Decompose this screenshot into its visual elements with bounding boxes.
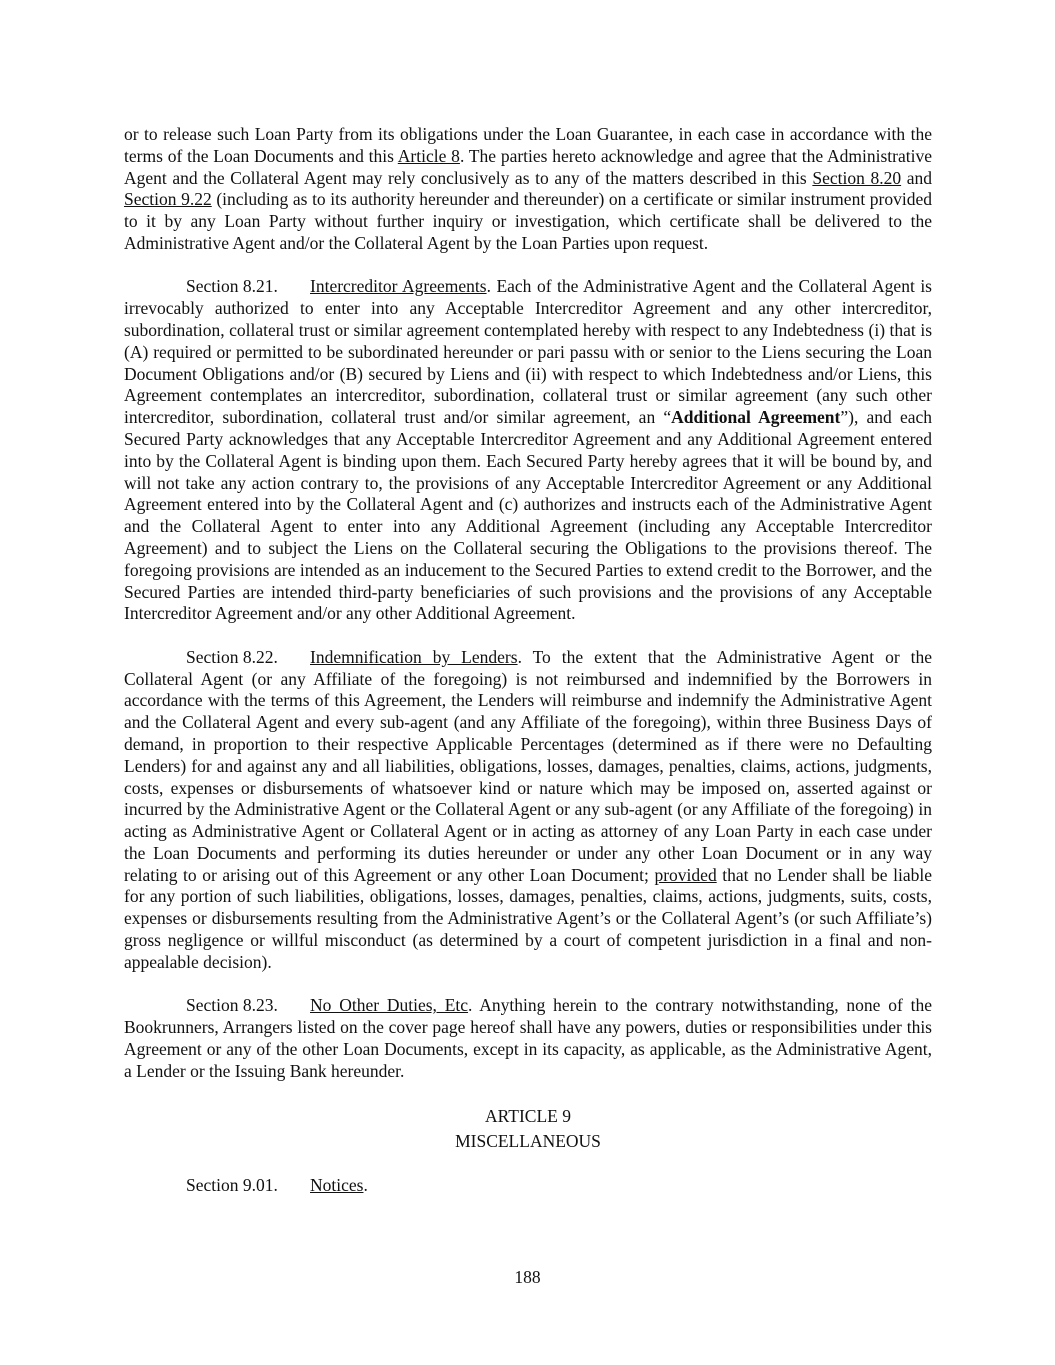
- document-page: [124, 124, 932, 1197]
- section-number: Section 8.22.: [186, 646, 278, 667]
- section-heading: Indemnification by Lenders: [310, 646, 518, 667]
- section-8-21-paragraph: Section 8.21. Intercreditor Agreements. Each of the Administrative Agent and the Collateral Agent is irrevocably authorized to enter into any Acceptable Intercreditor Agreement and any other intercreditor, subordination, collateral trust or similar agreement contemplated hereby with respect to any Indebtedness (i) that is (A) required or permitted to be subordinated hereunder or pari passu with or senior to the Liens securing the Loan Document Obligations and/or (B) secured by Liens and (ii) with respect to which Indebtedness and/or Liens, this Agreement contemplates an intercreditor, subordination, collateral trust or similar agreement (any such other intercreditor, subordination, collateral trust and/or similar agreement, an “Additional Agreement”), and each Secured Party acknowledges that any Acceptable Intercreditor Agreement and any Additional Agreement entered into by the Collateral Agent is binding upon them. Each Secured Party hereby agrees that it will be bound by, and will not take any action contrary to, the provisions of any Acceptable Intercreditor Agreement or any Additional Agreement entered into by the Collateral Agent and (c) authorizes and instructs each of the Administrative Agent and the Collateral Agent to enter into any Additional Agreement (including any Acceptable Intercreditor Agreement) and to subject the Liens on the Collateral securing the Obligations to the provisions thereof. The foregoing provisions are intended as an inducement to the Secured Parties to extend credit to the Borrower, and the Secured Parties are intended third-party beneficiaries of such provisions and the provisions of any Acceptable Intercreditor Agreement and/or any other Additional Agreement.: [124, 276, 932, 624]
- continuation-paragraph: or to release such Loan Party from its obligations under the Loan Guarantee, in each case in accordance with the terms of the Loan Documents and this Article 8. The parties hereto acknowledge and agree that the Administrative Agent and the Collateral Agent may rely conclusively as to any of the matters described in this Section 8.20 and Section 9.22 (including as to its authority hereunder and thereunder) on a certificate or similar instrument provided to it by any Loan Party without further inquiry or investigation, which certificate shall be delivered to the Administrative Agent and/or the Collateral Agent by the Loan Parties upon request.: [124, 124, 932, 253]
- section-heading: Notices: [310, 1175, 364, 1196]
- section-number: Section 8.21.: [186, 276, 278, 297]
- section-8-22-paragraph: Section 8.22. Indemnification by Lenders. To the extent that the Administrative Agent or the Collateral Agent (or any Affiliate of the foregoing) is not reimbursed and indemnified by the Borrowers in accordance with the terms of this Agreement, the Lenders will reimburse and indemnify the Administrative Agent and the Collateral Agent and every sub-agent (and any Affiliate of the foregoing), within three Business Days of demand, in proportion to their respective Applicable Percentages (determined as if there were no Defaulting Lenders) for and against any and all liabilities, obligations, losses, damages, penalties, claims, actions, judgments, costs, expenses or disbursements of whatsoever kind or nature which may be imposed on, asserted against or incurred by the Administrative Agent or the Collateral Agent or any sub-agent (or any Affiliate of the foregoing) in acting as Administrative Agent or Collateral Agent or in acting as attorney of any Loan Party in each case under the Loan Documents and performing its duties hereunder or under any other Loan Document or in any way relating to or arising out of this Agreement or any other Loan Document; provided that no Lender shall be liable for any portion of such liabilities, obligations, losses, damages, penalties, claims, actions, judgments, suits, costs, expenses or disbursements resulting from the Administrative Agent’s or the Collateral Agent’s (or such Affiliate’s) gross negligence or willful misconduct (as determined by a court of competent jurisdiction in a final and non-appealable decision).: [124, 646, 933, 972]
- provided-term: provided: [654, 864, 717, 885]
- section-heading: No Other Duties, Etc: [310, 995, 469, 1016]
- section-number: Section 8.23.: [186, 995, 278, 1016]
- article-number: ARTICLE 9: [485, 1106, 571, 1127]
- section-heading: Intercreditor Agreements: [310, 276, 487, 297]
- section-9-22-reference: Section 9.22: [124, 189, 212, 210]
- page-number: 188: [514, 1267, 541, 1287]
- section-8-23-paragraph: Section 8.23. No Other Duties, Etc. Anything herein to the contrary notwithstanding, none of the Bookrunners, Arrangers listed on the cover page hereof shall have any powers, duties or responsibilities under this Agreement or any of the other Loan Documents, except in its capacity, as applicable, as the Administrative Agent, a Lender or the Issuing Bank hereunder.: [124, 995, 932, 1081]
- section-8-20-reference: Section 8.20: [812, 167, 902, 188]
- section-number: Section 9.01.: [186, 1175, 278, 1196]
- article-8-reference: Article 8: [397, 145, 460, 166]
- article-heading: [124, 1104, 932, 1154]
- section-9-01-paragraph: Section 9.01. Notices.: [186, 1175, 368, 1196]
- article-title: MISCELLANEOUS: [455, 1131, 601, 1152]
- defined-term: Additional Agreement: [671, 407, 841, 428]
